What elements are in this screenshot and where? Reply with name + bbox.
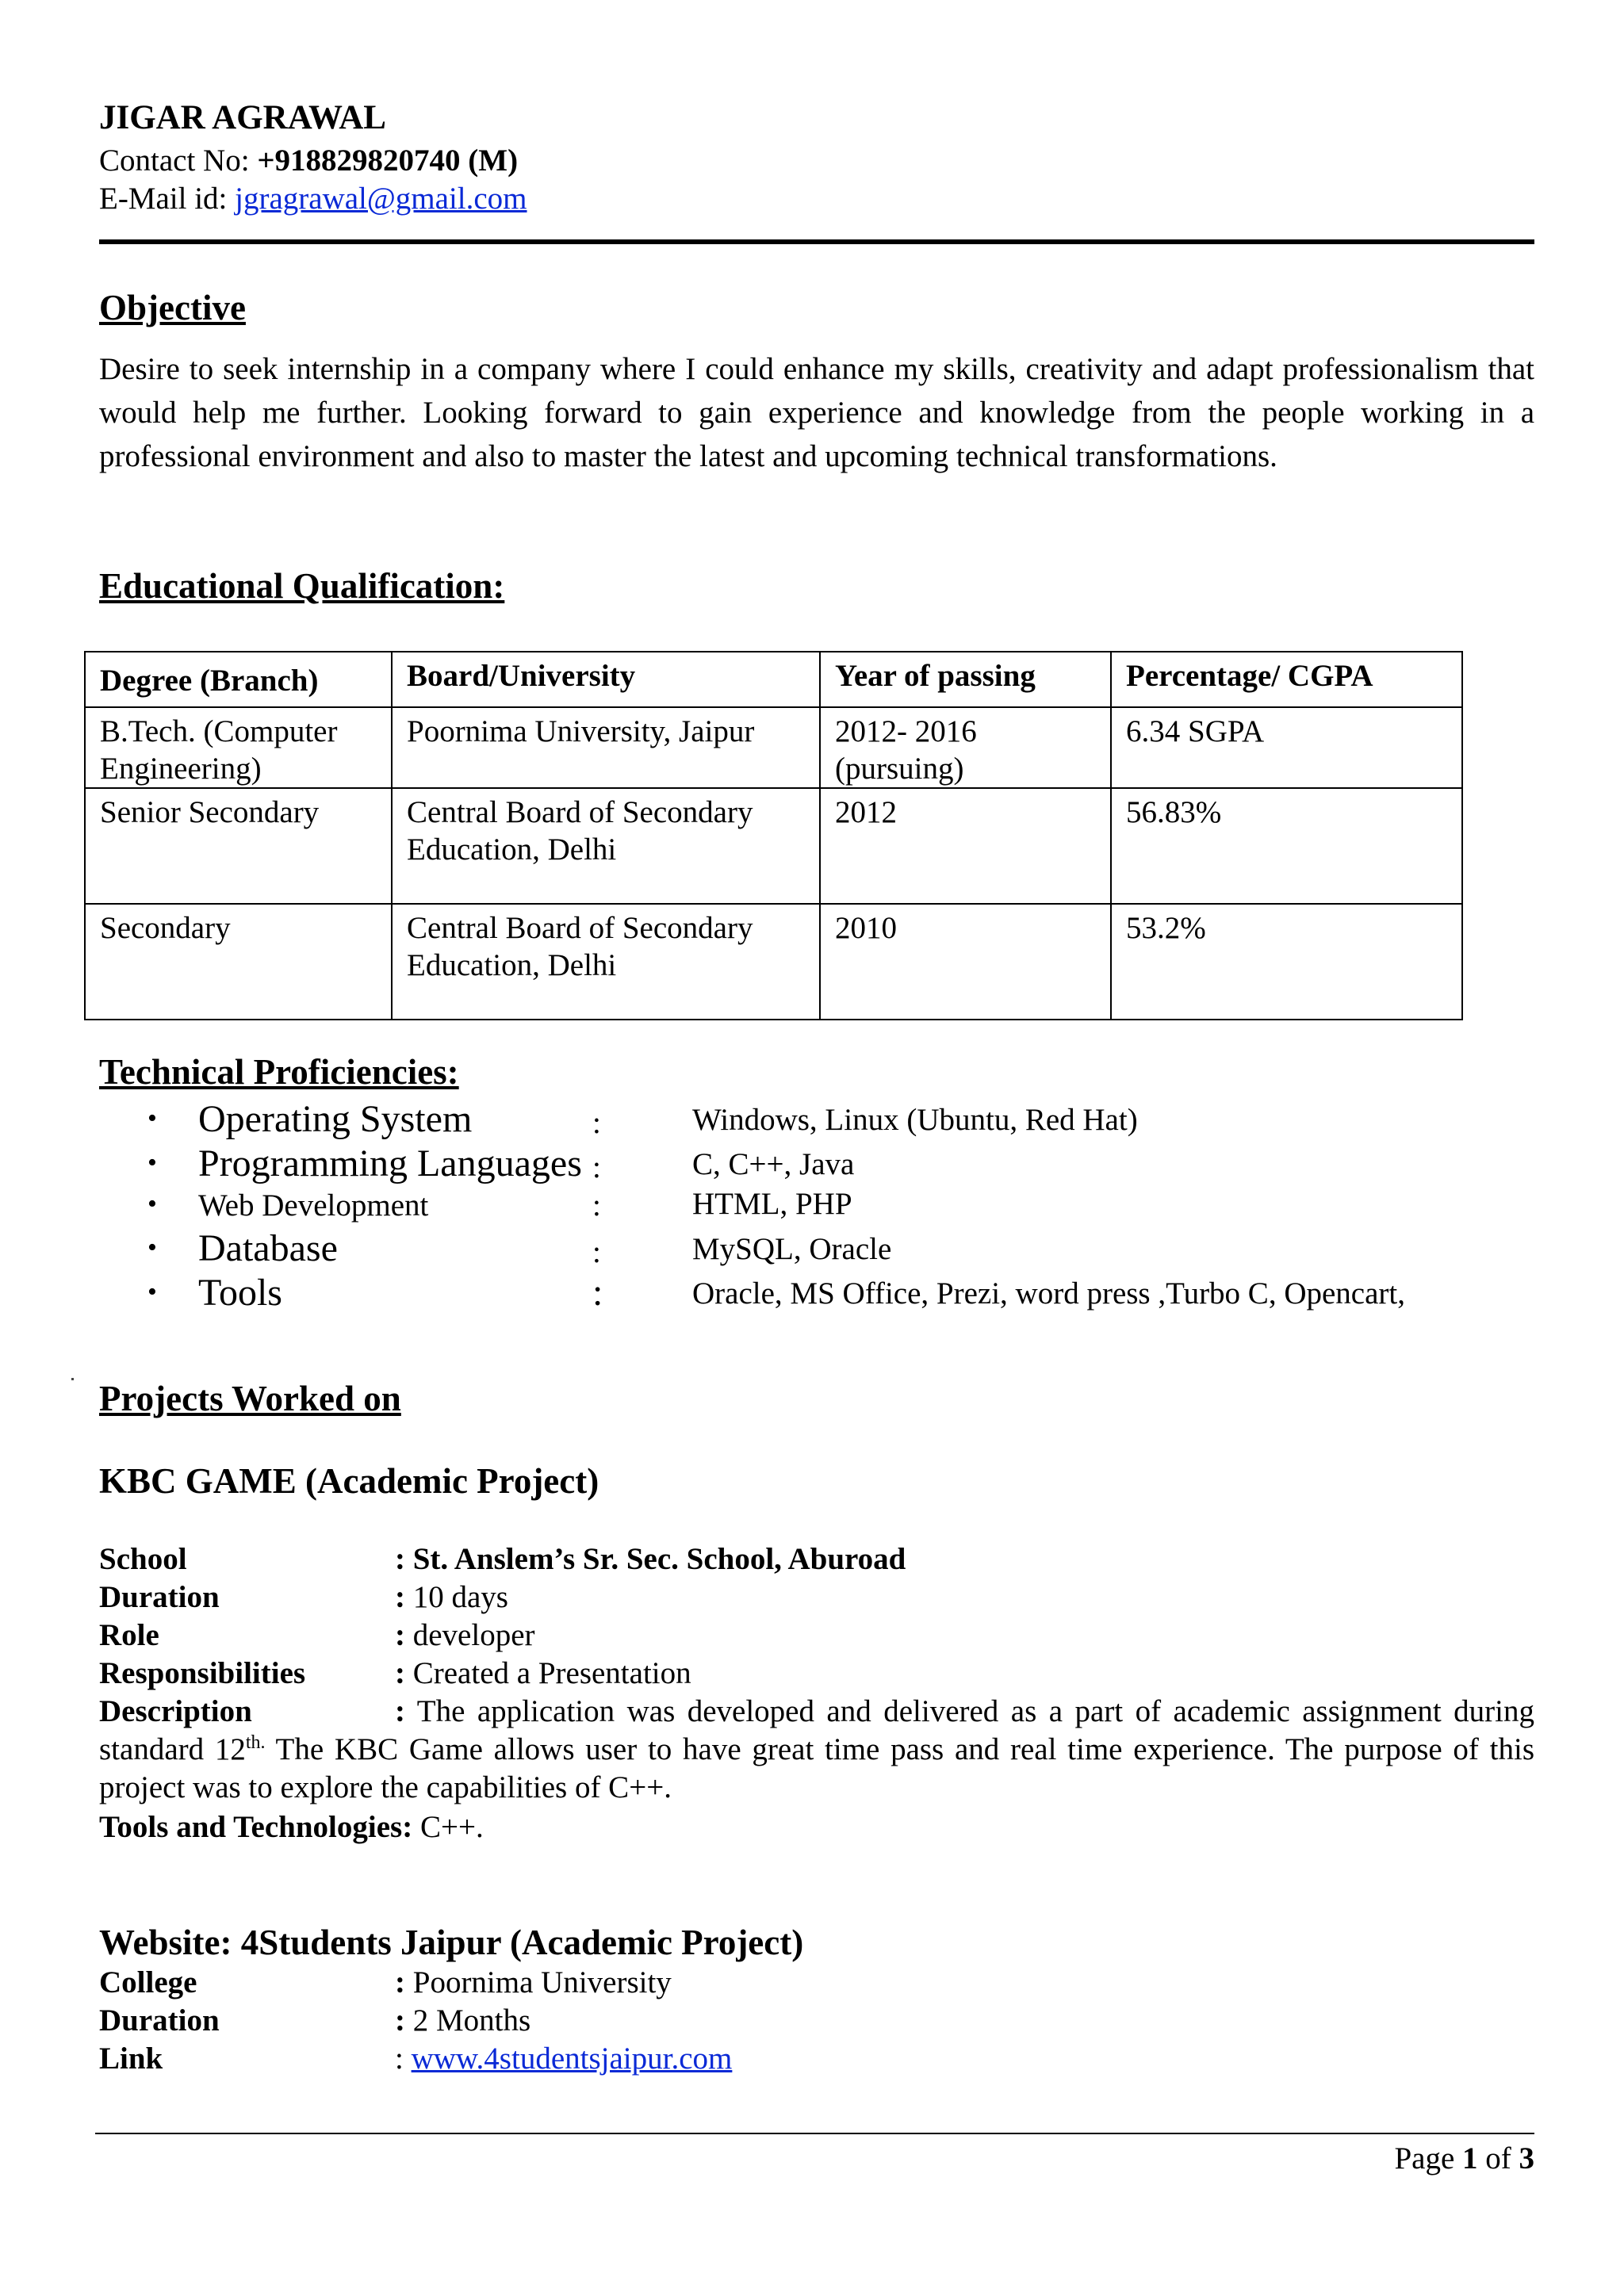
project-title-website: Website: 4Students Jaipur (Academic Project) bbox=[99, 1923, 804, 1962]
field-label: College bbox=[99, 1965, 197, 1999]
contact-line bbox=[99, 143, 518, 178]
tech-label: Tools bbox=[198, 1272, 282, 1314]
field-value: : developer bbox=[395, 1618, 535, 1652]
table-cell: 56.83% bbox=[1111, 788, 1462, 904]
field-label: Duration bbox=[99, 1580, 220, 1614]
tech-value: C, C++, Java bbox=[692, 1147, 855, 1181]
projects-heading: Projects Worked on bbox=[99, 1379, 401, 1418]
field-label: Link bbox=[99, 2042, 163, 2076]
tech-colon: : bbox=[592, 1188, 601, 1223]
stray-mark bbox=[71, 1378, 74, 1380]
bullet-icon: • bbox=[147, 1233, 157, 1262]
tech-value: Windows, Linux (Ubuntu, Red Hat) bbox=[692, 1103, 1138, 1137]
field-label: Description bbox=[99, 1694, 252, 1728]
table-row bbox=[85, 904, 1462, 1020]
table-row bbox=[85, 707, 1462, 788]
table-cell: Senior Secondary bbox=[85, 788, 392, 904]
field-label: Responsibilities bbox=[99, 1656, 306, 1690]
field-value: : St. Anslem’s Sr. Sec. School, Aburoad bbox=[395, 1542, 906, 1576]
table-header-cell: Board/University bbox=[392, 652, 820, 707]
tech-label: Web Development bbox=[198, 1188, 429, 1223]
field-value: : Created a Presentation bbox=[395, 1656, 691, 1690]
field-value: : Poornima University bbox=[395, 1965, 672, 1999]
table-cell: 53.2% bbox=[1111, 904, 1462, 1020]
bullet-icon: • bbox=[147, 1189, 157, 1219]
footer-divider bbox=[95, 2133, 1534, 2134]
bullet-icon: • bbox=[147, 1148, 157, 1177]
candidate-name: JIGAR AGRAWAL bbox=[99, 99, 386, 136]
project-link[interactable]: www.4studentsjaipur.com bbox=[411, 2042, 733, 2076]
field-value: : www.4studentsjaipur.com bbox=[395, 2042, 733, 2076]
tech-label: Database bbox=[198, 1227, 338, 1269]
table-cell: Poornima University, Jaipur bbox=[392, 707, 820, 788]
table-cell: 2012- 2016 (pursuing) bbox=[820, 707, 1111, 788]
email-line bbox=[99, 181, 527, 216]
table-cell: Secondary bbox=[85, 904, 392, 1020]
page-number: Page 1 of 3 bbox=[1394, 2141, 1534, 2175]
objective-heading: Objective bbox=[99, 288, 246, 327]
table-cell: Central Board of Secondary Education, Delhi bbox=[392, 904, 820, 1020]
tech-value: HTML, PHP bbox=[692, 1187, 852, 1221]
email-link[interactable]: jgragrawal@gmail.com bbox=[235, 182, 527, 216]
tech-colon: : bbox=[592, 1106, 601, 1140]
bullet-icon: • bbox=[147, 1277, 157, 1307]
table-header-row bbox=[85, 652, 1462, 707]
field-label: School bbox=[99, 1542, 187, 1576]
technical-heading: Technical Proficiencies: bbox=[99, 1052, 459, 1092]
table-cell: Central Board of Secondary Education, Delhi bbox=[392, 788, 820, 904]
tech-colon: : bbox=[592, 1150, 601, 1184]
table-cell: 6.34 SGPA bbox=[1111, 707, 1462, 788]
email-label: E-Mail id: bbox=[99, 182, 236, 216]
tech-colon: : bbox=[592, 1235, 601, 1269]
objective-text: Desire to seek internship in a company where I could enhance my skills, creativity and adapt professionalism that would help me further. Looking forward to gain experience and knowledge from the people working in a professional environment and also to master the latest and upcoming technical transformations. bbox=[99, 352, 1534, 473]
table-cell: B.Tech. (Computer Engineering) bbox=[85, 707, 392, 788]
education-heading: Educational Qualification: bbox=[99, 566, 505, 606]
table-header-cell: Percentage/ CGPA bbox=[1111, 652, 1462, 707]
tech-value: MySQL, Oracle bbox=[692, 1232, 892, 1266]
field-label: Duration bbox=[99, 2003, 220, 2038]
field-value: : 10 days bbox=[395, 1580, 508, 1614]
table-header-cell: Year of passing bbox=[820, 652, 1111, 707]
tech-colon: : bbox=[592, 1272, 603, 1314]
education-table bbox=[84, 651, 1463, 1020]
field-label: Role bbox=[99, 1618, 159, 1652]
contact-label: Contact No: bbox=[99, 144, 258, 178]
tech-value: Oracle, MS Office, Prezi, word press ,Turbo C, Opencart, bbox=[692, 1276, 1405, 1311]
tech-label: Programming Languages bbox=[198, 1142, 582, 1184]
tech-label: Operating System bbox=[198, 1098, 473, 1140]
table-header-cell: Degree (Branch) bbox=[85, 652, 392, 707]
table-row bbox=[85, 788, 1462, 904]
project-tools: Tools and Technologies: C++. bbox=[99, 1810, 484, 1844]
contact-number: +918829820740 (M) bbox=[257, 144, 519, 178]
header-divider bbox=[99, 239, 1534, 244]
bullet-icon: • bbox=[147, 1104, 157, 1133]
project-description: Description : The application was developed and delivered as a part of academic assignment during standard $12^{th.}$ The KBC Game allows user to have great time pass and real time experience. The purpose of this project was to explore the capabilities of C++. bbox=[99, 1694, 1534, 1804]
field-value: : 2 Months bbox=[395, 2003, 531, 2038]
project-title-kbc: KBC GAME (Academic Project) bbox=[99, 1461, 599, 1501]
table-cell: 2010 bbox=[820, 904, 1111, 1020]
table-cell: 2012 bbox=[820, 788, 1111, 904]
